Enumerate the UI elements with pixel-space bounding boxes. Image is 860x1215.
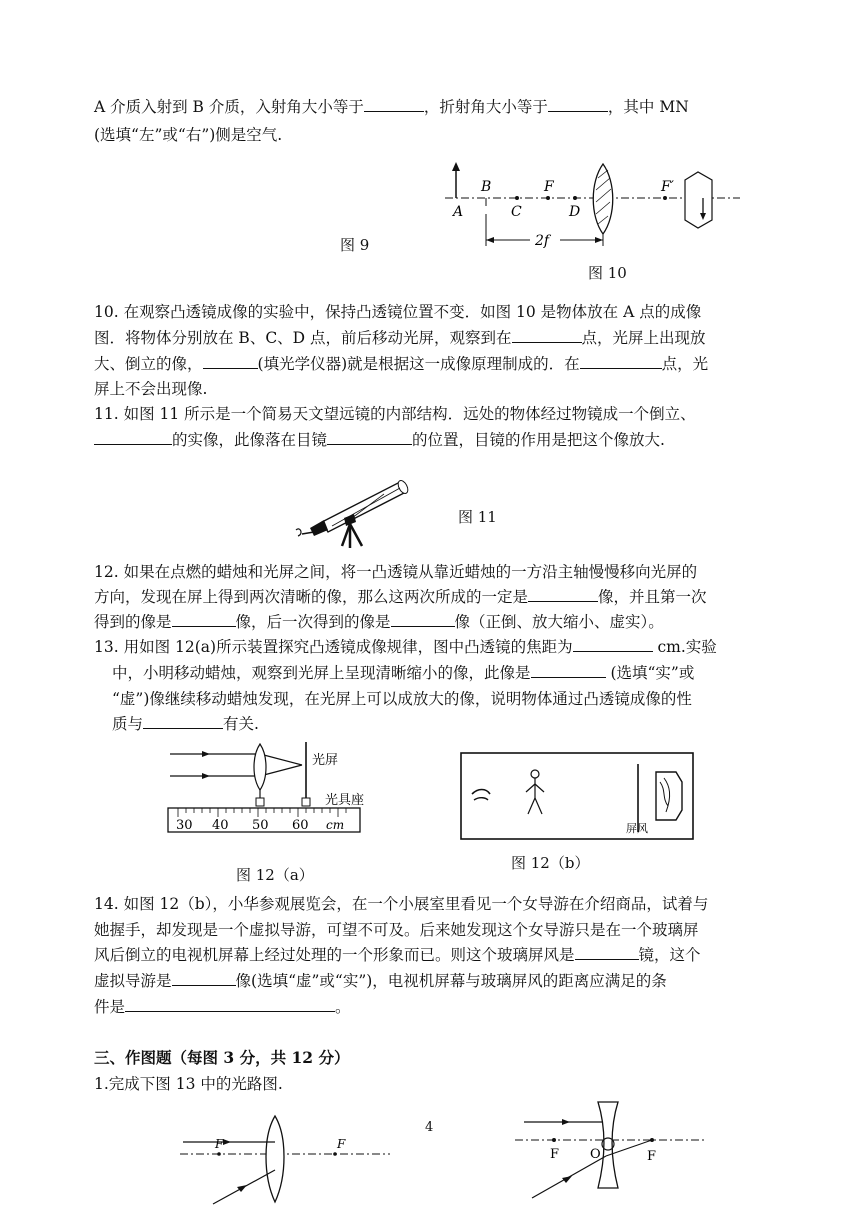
- focus-point: [552, 1138, 556, 1142]
- fig13-convex: [175, 1112, 395, 1212]
- dimension-arrow: [486, 237, 494, 243]
- blank[interactable]: [573, 636, 653, 652]
- bench-label: 光具座: [325, 793, 365, 808]
- fig10-caption: 图 10: [588, 264, 627, 282]
- fig11-telescope: [292, 474, 422, 550]
- blank[interactable]: [203, 353, 258, 369]
- label-b: B: [481, 179, 492, 195]
- blank[interactable]: [575, 944, 639, 960]
- q14-text: 。: [335, 998, 351, 1016]
- blank[interactable]: [391, 611, 455, 627]
- q10-text: 点，光屏上出现放: [581, 329, 706, 347]
- ray-arrow: [237, 1185, 247, 1192]
- q10-line-4: 屏上不会出现像.: [94, 380, 208, 398]
- q11-text: 的实像，此像落在目镜: [172, 431, 328, 449]
- q10-text: 大、倒立的像，: [94, 355, 203, 373]
- tick-label: 60: [292, 818, 309, 833]
- label-2f: 2f: [535, 233, 550, 249]
- tick-label: 50: [252, 818, 269, 833]
- q12-line-2: [94, 586, 707, 608]
- ray-arrow: [562, 1176, 572, 1183]
- point-fprime: [663, 196, 667, 200]
- fig11-caption: 图 11: [458, 508, 497, 526]
- fig10-diagram: [440, 158, 740, 258]
- q12-text: 像，后一次得到的像是: [235, 613, 391, 631]
- q13-text: cm.实验: [652, 638, 717, 656]
- q14-line-2: 她握手，却发现是一个虚拟导游，可望不可及。后来她发现这个女导游只是在一个玻璃屏: [94, 921, 699, 939]
- q10-line-1: 10. 在观察凸透镜成像的实验中，保持凸透镜位置不变．如图 10 是物体放在 A 点的成像: [94, 303, 702, 321]
- label-o: O: [590, 1147, 601, 1162]
- focus-point: [217, 1152, 221, 1156]
- blank[interactable]: [512, 327, 582, 343]
- screen-holder: [302, 798, 310, 806]
- blank[interactable]: [364, 96, 424, 112]
- point-c: [515, 196, 519, 200]
- focus-point: [333, 1152, 337, 1156]
- q12-text: 得到的像是: [94, 613, 172, 631]
- q12-text: 像（正倒、放大缩小、虚实）。: [454, 613, 664, 631]
- tick-label: 40: [212, 818, 229, 833]
- q9-line-2: (选填“左”或“右”)侧是空气.: [94, 126, 283, 144]
- blank[interactable]: [531, 662, 606, 678]
- point-f: [546, 196, 550, 200]
- q14-text: 件是: [94, 998, 126, 1016]
- q14-text: 像(选填“虚”或“实”)，电视机屏幕与玻璃屏风的距离应满足的条: [235, 972, 667, 990]
- section3-heading: 三、作图题（每图 3 分，共 12 分）: [94, 1048, 350, 1067]
- blank[interactable]: [548, 96, 608, 112]
- q14-line-4: [94, 970, 667, 992]
- blank[interactable]: [172, 970, 236, 986]
- focus-point: [650, 1138, 654, 1142]
- q12-text: 方向，发现在屏上得到两次清晰的像，那么这两次所成的一定是: [94, 588, 529, 606]
- point-d: [573, 196, 577, 200]
- q14-text: 镜，这个: [638, 946, 701, 964]
- label-d: D: [569, 204, 581, 220]
- label-f: F: [550, 1147, 560, 1162]
- page-number: 4: [425, 1120, 434, 1135]
- tripod-leg: [350, 524, 362, 546]
- q14-line-5: [94, 996, 351, 1018]
- label-f: F: [215, 1137, 224, 1151]
- fig9-caption: 图 9: [340, 236, 370, 254]
- q13-line-4: [112, 713, 259, 735]
- convex-lens: [266, 1116, 284, 1202]
- q13-text: 13. 用如图 12(a)所示装置探究凸透镜成像规律，图中凸透镜的焦距为: [94, 638, 573, 656]
- fig13-concave: [510, 1098, 710, 1202]
- section3-q1: 1.完成下图 13 中的光路图.: [94, 1075, 283, 1093]
- blank[interactable]: [528, 586, 598, 602]
- label-c: C: [511, 204, 522, 220]
- ray-arrow: [202, 773, 210, 779]
- blank[interactable]: [143, 713, 223, 729]
- ray-arrow: [562, 1119, 570, 1125]
- q10-text: (填光学仪器)就是根据这一成像原理制成的．在: [257, 355, 580, 373]
- label-f: F: [337, 1137, 346, 1151]
- q11-text: 的位置，目镜的作用是把这个像放大.: [412, 431, 665, 449]
- dimension-arrow: [595, 237, 603, 243]
- q10-text: 点，光: [661, 355, 709, 373]
- screen-label: 屏风: [626, 822, 648, 835]
- q10-line-3: [94, 353, 708, 375]
- q12-line-3: [94, 611, 664, 633]
- lens-holder: [256, 798, 264, 806]
- q14-text: 风后倒立的电视机屏幕上经过处理的一个形象而已。则这个玻璃屏风是: [94, 946, 575, 964]
- q13-line-1: [94, 636, 717, 658]
- eyepiece-detail: [296, 529, 301, 536]
- unit-label: cm: [326, 818, 345, 832]
- q13-line-3: “虚”)像继续移动蜡烛发现，在光屏上可以成放大的像，说明物体通过凸透镜成像的性: [112, 690, 692, 708]
- lens: [254, 744, 266, 790]
- q9-text: A 介质入射到 B 介质，入射角大小等于: [94, 98, 364, 116]
- tick-label: 30: [176, 818, 193, 833]
- q13-text: (选填“实”或: [605, 664, 695, 682]
- q14-text: 虚拟导游是: [94, 972, 172, 990]
- fig12b-room: [460, 752, 695, 842]
- q10-line-2: [94, 327, 706, 349]
- q12-line-1: 12. 如果在点燃的蜡烛和光屏之间，将一凸透镜从靠近蜡烛的一方沿主轴慢慢移向光屏的: [94, 563, 698, 581]
- blank[interactable]: [580, 353, 662, 369]
- screen: [685, 172, 712, 228]
- blank[interactable]: [94, 429, 172, 445]
- ray-arrow: [223, 1139, 231, 1145]
- q9-text: ，其中 MN: [607, 98, 689, 116]
- screen-label: 光屏: [312, 753, 339, 768]
- blank[interactable]: [327, 429, 412, 445]
- concave-lens: [598, 1102, 618, 1188]
- q9-line-1: [94, 96, 689, 118]
- ray-arrow: [202, 751, 210, 757]
- q14-line-3: [94, 944, 701, 966]
- blank[interactable]: [125, 996, 335, 1012]
- q10-text: 图．将物体分别放在 B、C、D 点，前后移动光屏，观察到在: [94, 329, 512, 347]
- q13-line-2: [112, 662, 694, 684]
- q12-text: 像，并且第一次: [598, 588, 707, 606]
- q11-line-1: 11. 如图 11 所示是一个简易天文望远镜的内部结构．远处的物体经过物镜成一个倒立、: [94, 405, 696, 423]
- q11-line-2: [94, 429, 665, 451]
- label-fprime: F′: [661, 179, 674, 195]
- label-f: F: [647, 1149, 657, 1164]
- eyepiece-end: [302, 532, 314, 534]
- fig12a-caption: 图 12（a）: [236, 866, 314, 884]
- q13-text: 质与: [112, 715, 144, 733]
- fig12b-caption: 图 12（b）: [511, 854, 590, 872]
- q9-text: ，折射角大小等于: [423, 98, 548, 116]
- object-arrowhead: [452, 162, 460, 171]
- blank[interactable]: [172, 611, 236, 627]
- q13-text: 有关.: [223, 715, 259, 733]
- convex-lens: [593, 164, 613, 234]
- fig12a-bench: [160, 742, 365, 852]
- label-a: A: [453, 204, 464, 220]
- q13-text: 中，小明移动蜡烛，观察到光屏上呈现清晰缩小的像，此像是: [112, 664, 531, 682]
- q14-line-1: 14. 如图 12（b），小华参观展览会，在一个小展室里看见一个女导游在介绍商品，试着与: [94, 895, 709, 913]
- label-f: F: [544, 179, 554, 195]
